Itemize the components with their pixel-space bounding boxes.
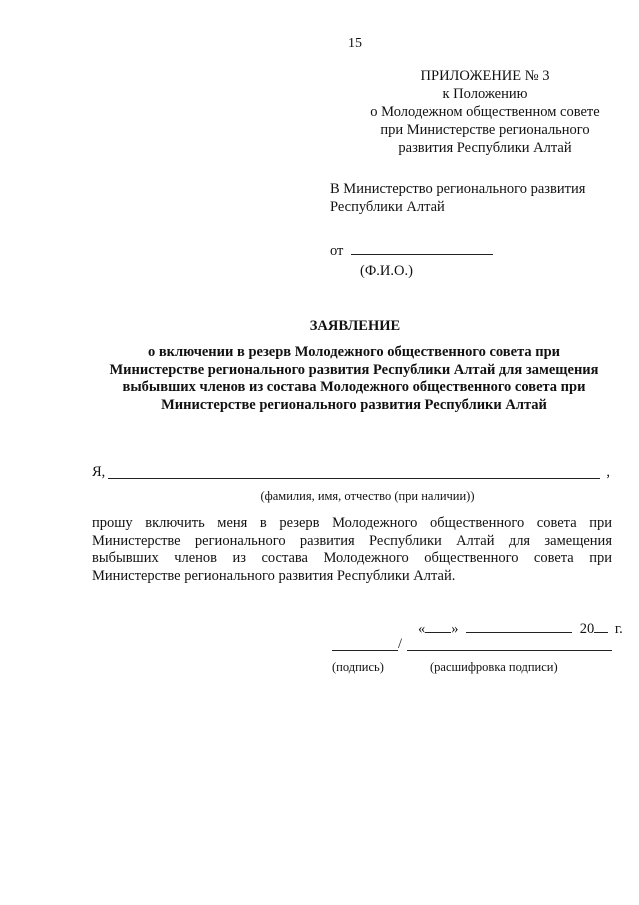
date-year-suffix: г. [614,621,623,637]
addressee-line: В Министерство регионального развития [330,181,586,197]
signature-separator: / [398,636,403,652]
subject-line: Министерстве регионального развития Республики Алтай [161,396,547,413]
subject-line: Министерстве регионального развития Республики Алтай для замещения [109,361,599,378]
date-field [418,618,623,638]
appendix-line: ПРИЛОЖЕНИЕ № 3 [420,68,550,84]
subject-line: о включении в резерв Молодежного общественного совета при [147,344,561,360]
from-field [330,240,493,260]
addressee-block [330,180,585,216]
appendix-line: развития Республики Алтай [398,140,572,156]
document-subject [92,344,616,414]
subject-line: выбывших членов из состава Молодежного общественного совета при [122,379,586,395]
fio-caption: (Ф.И.О.) [360,263,413,279]
signature-decode-caption: (расшифровка подписи) [430,660,558,674]
body-line: выбывших членов из состава Молодежного общественного совета при [92,550,612,566]
from-label: от [330,243,344,259]
date-year-prefix: 20 [579,621,595,637]
from-name-blank[interactable] [351,240,493,255]
request-body [92,515,612,585]
date-open-quote: « [418,621,426,637]
date-month-blank[interactable] [466,618,572,633]
date-day-blank[interactable] [425,618,451,633]
applicant-hint: (фамилия, имя, отчество (при наличии)) [260,489,475,503]
appendix-header [355,67,615,157]
applicant-prefix: Я, [92,464,106,480]
appendix-line: при Министерстве регионального [380,122,590,138]
body-line: Министерстве регионального развития Республики Алтай для замещения [92,532,612,549]
signature-decode-blank[interactable] [407,650,612,651]
appendix-line: к Положению [442,86,528,102]
date-close-quote: » [451,621,459,637]
document-title: ЗАЯВЛЕНИЕ [309,318,401,334]
applicant-suffix: , [606,464,610,480]
date-year-blank[interactable] [594,618,608,633]
page-number: 15 [348,36,362,51]
signature-field [332,636,612,654]
signature-caption: (подпись) [332,660,384,674]
body-line: Министерстве регионального развития Республики Алтай. [92,567,456,584]
appendix-line: о Молодежном общественном совете [370,104,600,120]
signature-blank[interactable] [332,650,398,651]
body-line: прошу включить меня в резерв Молодежного общественного совета при [92,515,612,531]
applicant-name-blank[interactable] [108,478,600,479]
addressee-line: Республики Алтай [330,199,445,215]
